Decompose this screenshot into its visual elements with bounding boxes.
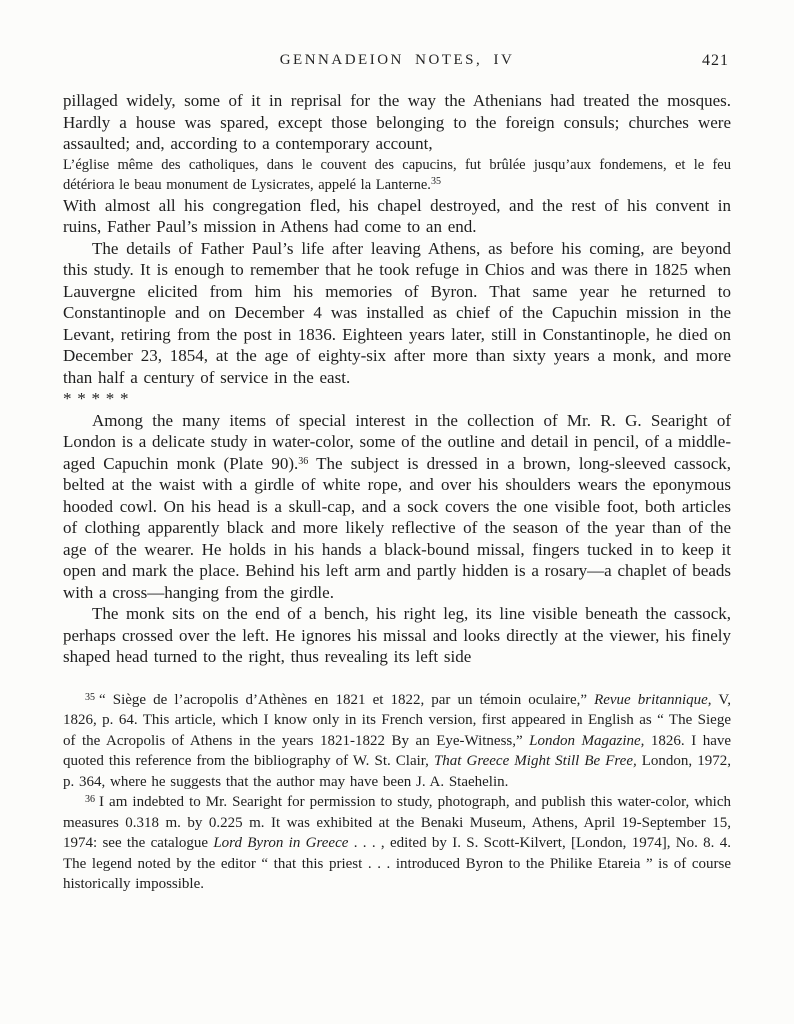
paragraph-text-before-ref: Among the many items of special interest in the collection of Mr. R. G. Searight of London is a delicate study in water-color, some of the outline and detail in pencil, of a middle-aged Capuchin monk (Plate 90). <box>63 410 731 473</box>
running-head-title: GENNADEION NOTES, IV <box>279 52 515 68</box>
footnote-ref-35: 35 <box>430 175 441 187</box>
book-title-that-greece-might-still-be-free: That Greece Might Still Be Free, <box>433 753 637 769</box>
page-header <box>63 52 731 74</box>
footnote-35 <box>63 690 731 793</box>
footnotes-section <box>63 690 731 895</box>
article-body <box>63 90 731 668</box>
paragraph-text-after-ref: The subject is dressed in a brown, long-sleeved cassock, belted at the waist with a girdle of white rope, and over his shoulders wears the eponymous hooded cowl. On his head is a skull-cap, and a sock covers the one visible foot, both articles of clothing apparently black and more likely reflective of the season of the year than of the age of the wearer. He holds in his hands a black-bound missal, fingers tucked in to keep it open and mark the place. Behind his left arm and partly hidden is a rosary—a chaplet of beads with a cross—hanging from the girdle. <box>63 453 731 602</box>
asterisk-section-separator: * * * * * <box>63 389 129 408</box>
footnote-35-text: “ Siège de l’acropolis d’Athènes en 1821 et 1822, par un témoin oculaire,” <box>99 691 595 708</box>
journal-title-revue-britannique: Revue britannique, <box>594 691 712 708</box>
book-title-lord-byron-in-greece: Lord Byron in Greece <box>213 835 349 851</box>
footnote-35-text: V, 1826, p. 64. This article, which I know only in its French version, first appeared in English as “ The Siege of the Acropolis of Athens in the years 1821-1822 By an Eye-Witness,” <box>63 691 731 749</box>
block-quote-text: L’église même des catholiques, dans le couvent des capucins, fut brûlée jusqu’aux fondemens, et le feu détériora le beau monument de Lysicrates, appelé la Lanterne. <box>63 156 731 193</box>
paragraph-father-paul-later-life: The details of Father Paul’s life after leaving Athens, as before his coming, are beyond this study. It is enough to remember that he took refuge in Chios and was there in 1825 when Lauvergne elicited from him his memories of Byron. That same year he returned to Constantinople and on December 4 was installed as chief of the Capuchin mission in the Levant, retiring from the post in 1836. Eighteen years later, still in Constantinople, he died on December 23, 1854, at the age of eighty-six after more than sixty years a monk, and more than half a century of service in the east. <box>63 238 731 387</box>
footnote-36-text: . . . , edited by I. S. Scott-Kilvert, [London, 1974], No. 8. 4. The legend noted by the editor “ that this priest . . . introduced Byron to the Philike Etareia ” is of course historically impossible. <box>63 835 731 892</box>
footnote-36-marker: 36 <box>85 794 95 805</box>
block-quote-french <box>63 155 731 195</box>
page-number: 421 <box>702 52 729 69</box>
paragraph-searight-watercolor <box>63 410 731 604</box>
footnote-36 <box>63 792 731 895</box>
footnote-35-marker: 35 <box>85 691 95 703</box>
footnote-36-text: I am indebted to Mr. Searight for permission to study, photograph, and publish this water-color, which measures 0.318 m. by 0.225 m. It was exhibited at the Benaki Museum, Athens, April 19-September 15, 1974: see the catalogue <box>63 794 731 851</box>
footnote-ref-36: 36 <box>298 455 309 467</box>
paragraph-continuation: pillaged widely, some of it in reprisal for the way the Athenians had treated the mosques. Hardly a house was spared, except those belonging to the foreign consuls; churches were assaulted; and, according to a contemporary account, <box>63 91 731 153</box>
paragraph-monk-pose: The monk sits on the end of a bench, his right leg, its line visible beneath the cassock, perhaps crossed over the left. He ignores his missal and looks directly at the viewer, his finely shaped head turned to the right, thus revealing its left side <box>63 604 731 666</box>
journal-title-london-magazine: London Magazine, <box>529 732 645 749</box>
paragraph-congregation: With almost all his congregation fled, his chapel destroyed, and the rest of his convent in ruins, Father Paul’s mission in Athens had come to an end. <box>63 195 731 236</box>
footnote-35-text: London, 1972, p. 364, where he suggests that the author may have been J. A. Staehelin. <box>63 753 731 790</box>
footnote-35-text: 1826. I have quoted this reference from the bibliography of W. St. Clair, <box>63 732 732 769</box>
